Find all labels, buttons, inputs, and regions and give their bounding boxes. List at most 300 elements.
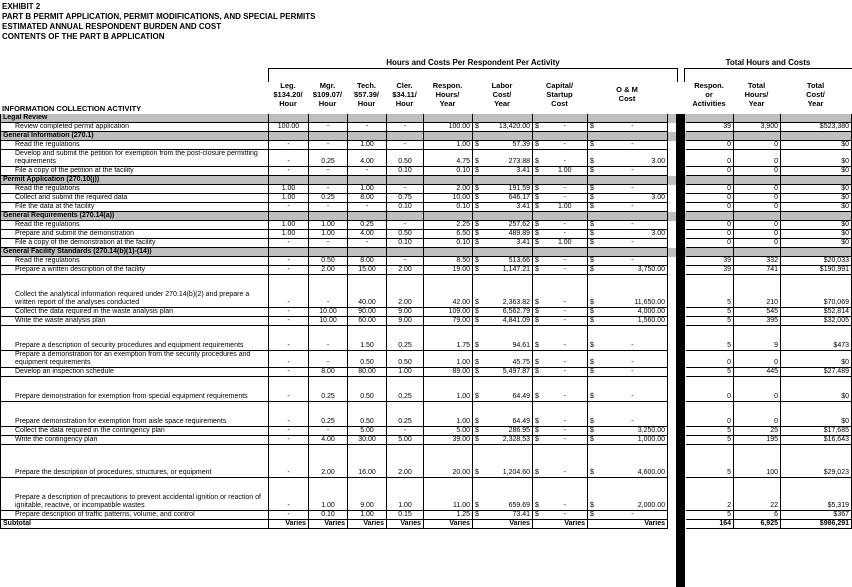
section-cell: [309, 212, 348, 221]
column-divider-bar: [676, 114, 685, 587]
value-cell: 9.00: [348, 478, 387, 511]
value-cell: -: [269, 377, 309, 402]
section-cell: [686, 132, 734, 141]
value-cell: 10.00: [309, 317, 348, 326]
value-cell: -: [309, 427, 348, 436]
dollar-sign: $: [533, 275, 543, 308]
value-cell: 0.10: [309, 511, 348, 520]
dollar-sign: $: [588, 427, 598, 436]
value-cell: $5,319: [781, 478, 852, 511]
value-cell: -: [309, 141, 348, 150]
dollar-sign: $: [588, 185, 598, 194]
group-bracket-left: [268, 68, 269, 82]
activity-label: Prepare demonstration for exemption from aisle space requirements: [1, 402, 269, 427]
value-cell: -: [387, 257, 424, 266]
value-cell: -: [598, 185, 668, 194]
value-cell: 0.25: [387, 402, 424, 427]
value-cell: 0: [734, 402, 781, 427]
value-cell: 1.00: [387, 478, 424, 511]
value-cell: 42.00: [424, 275, 473, 308]
section-label: General Facility Standards (270.14(b)(1)-(14)): [1, 248, 269, 257]
value-cell: 0.15: [387, 511, 424, 520]
section-cell: [686, 176, 734, 185]
value-cell: 1.25: [424, 511, 473, 520]
value-cell: 0.25: [387, 377, 424, 402]
section-cell: [734, 176, 781, 185]
dollar-sign: $: [533, 478, 543, 511]
value-cell: 0: [734, 221, 781, 230]
value-cell: -: [348, 123, 387, 132]
dollar-sign: $: [533, 436, 543, 445]
value-cell: 0.25: [309, 377, 348, 402]
section-cell: [533, 212, 543, 221]
value-cell: 1.00: [424, 141, 473, 150]
dollar-sign: $: [473, 203, 484, 212]
value-cell: -: [387, 427, 424, 436]
value-cell: -: [598, 203, 668, 212]
table-row: [1, 445, 852, 478]
dollar-sign: $: [588, 402, 598, 427]
section-cell: [588, 114, 598, 123]
value-cell: -: [543, 326, 588, 351]
value-cell: 3.41: [484, 167, 533, 176]
value-cell: 94.61: [484, 326, 533, 351]
value-cell: -: [543, 317, 588, 326]
value-cell: 57.39: [484, 141, 533, 150]
value-cell: 3.41: [484, 239, 533, 248]
dollar-sign: $: [533, 221, 543, 230]
dollar-sign: $: [473, 194, 484, 203]
activity-label: File a copy of the demonstration at the facility: [1, 239, 269, 248]
value-cell: 45.75: [484, 351, 533, 368]
dollar-sign: $: [473, 436, 484, 445]
header-line: PART B PERMIT APPLICATION, PERMIT MODIFICATIONS, AND SPECIAL PERMITS: [2, 12, 316, 21]
section-cell: [734, 132, 781, 141]
section-cell: [533, 114, 543, 123]
value-cell: 1.00: [269, 221, 309, 230]
value-cell: -: [269, 478, 309, 511]
dollar-sign: $: [533, 123, 543, 132]
column-header: O & M Cost: [616, 85, 638, 103]
dollar-sign: [588, 520, 598, 529]
value-cell: $0: [781, 221, 852, 230]
activity-label: Prepare the description of procedures, structures, or equipment: [1, 445, 269, 478]
table-row: [1, 141, 852, 150]
section-cell: [348, 212, 387, 221]
value-cell: -: [269, 266, 309, 275]
section-cell: [309, 114, 348, 123]
column-header: Respon. or Activities: [692, 81, 726, 108]
group-header-per-respondent: Hours and Costs Per Respondent Per Activity: [386, 58, 560, 67]
value-cell: 0: [686, 402, 734, 427]
value-cell: 0.25: [348, 221, 387, 230]
value-cell: $523,380: [781, 123, 852, 132]
value-cell: 3.00: [598, 230, 668, 239]
value-cell: 5: [686, 326, 734, 351]
dollar-sign: $: [473, 511, 484, 520]
section-cell: [348, 176, 387, 185]
value-cell: 9.00: [387, 317, 424, 326]
section-cell: [686, 114, 734, 123]
value-cell: 0: [734, 203, 781, 212]
value-cell: -: [543, 141, 588, 150]
value-cell: Varies: [424, 520, 473, 529]
value-cell: -: [543, 185, 588, 194]
value-cell: Varies: [309, 520, 348, 529]
value-cell: 1.00: [543, 203, 588, 212]
value-cell: -: [348, 239, 387, 248]
section-cell: [686, 248, 734, 257]
value-cell: $0: [781, 377, 852, 402]
value-cell: 20.00: [424, 445, 473, 478]
value-cell: 164: [686, 520, 734, 529]
value-cell: -: [598, 221, 668, 230]
section-cell: [387, 132, 424, 141]
dollar-sign: $: [473, 351, 484, 368]
value-cell: -: [598, 511, 668, 520]
value-cell: 0.25: [309, 402, 348, 427]
value-cell: -: [387, 185, 424, 194]
dollar-sign: $: [588, 141, 598, 150]
table-row: [1, 257, 852, 266]
dollar-sign: [473, 520, 484, 529]
section-cell: [387, 248, 424, 257]
section-cell: [781, 176, 852, 185]
section-cell: [473, 248, 484, 257]
value-cell: -: [309, 203, 348, 212]
dollar-sign: $: [473, 308, 484, 317]
section-cell: [387, 114, 424, 123]
value-cell: 0.25: [309, 150, 348, 167]
value-cell: 9.00: [387, 308, 424, 317]
value-cell: 109.00: [424, 308, 473, 317]
value-cell: 2.00: [387, 275, 424, 308]
value-cell: 64.49: [484, 402, 533, 427]
section-cell: [781, 248, 852, 257]
section-cell: [424, 132, 473, 141]
value-cell: 191.59: [484, 185, 533, 194]
section-cell: [734, 114, 781, 123]
value-cell: 1,000.00: [598, 436, 668, 445]
value-cell: -: [387, 141, 424, 150]
value-cell: 8.00: [309, 368, 348, 377]
value-cell: 0: [686, 351, 734, 368]
section-cell: [348, 132, 387, 141]
activity-label: Develop and submit the petition for exemption from the post-closure permitting requirements: [1, 150, 269, 167]
dollar-sign: $: [533, 230, 543, 239]
table-row: [1, 123, 852, 132]
dollar-sign: $: [473, 141, 484, 150]
value-cell: 1.00: [309, 478, 348, 511]
dollar-sign: $: [588, 351, 598, 368]
value-cell: 1.50: [348, 326, 387, 351]
section-row: [1, 114, 852, 123]
value-cell: -: [269, 257, 309, 266]
value-cell: 1,204.60: [484, 445, 533, 478]
activity-label: Prepare description of traffic patterns, volume, and control: [1, 511, 269, 520]
value-cell: 100.00: [424, 123, 473, 132]
value-cell: 11.00: [424, 478, 473, 511]
dollar-sign: $: [588, 150, 598, 167]
value-cell: -: [543, 402, 588, 427]
value-cell: 0.10: [424, 203, 473, 212]
value-cell: $29,023: [781, 445, 852, 478]
value-cell: 445: [734, 368, 781, 377]
section-cell: [348, 248, 387, 257]
section-cell: [309, 248, 348, 257]
section-cell: [543, 114, 588, 123]
value-cell: 4.00: [309, 436, 348, 445]
value-cell: -: [269, 150, 309, 167]
activity-label: Collect and submit the required data: [1, 194, 269, 203]
section-label: General Information (270.1): [1, 132, 269, 141]
value-cell: 9: [734, 326, 781, 351]
value-cell: -: [269, 141, 309, 150]
value-cell: $0: [781, 150, 852, 167]
value-cell: 10.00: [424, 194, 473, 203]
dollar-sign: $: [473, 266, 484, 275]
value-cell: 89.00: [424, 368, 473, 377]
value-cell: 5,497.87: [484, 368, 533, 377]
value-cell: 0.25: [309, 194, 348, 203]
dollar-sign: $: [533, 150, 543, 167]
value-cell: 64.49: [484, 377, 533, 402]
value-cell: $17,685: [781, 427, 852, 436]
section-cell: [543, 248, 588, 257]
value-cell: -: [543, 377, 588, 402]
section-label: General Requirements (270.14(a)): [1, 212, 269, 221]
value-cell: -: [598, 257, 668, 266]
value-cell: 13,420.00: [484, 123, 533, 132]
activity-label: Collect the analytical information required under 270.14(b)(2) and prepare a written report of the analyses conducted: [1, 275, 269, 308]
value-cell: 2.00: [309, 266, 348, 275]
value-cell: 0: [686, 377, 734, 402]
activity-label: Subtotal: [1, 520, 269, 529]
value-cell: 73.41: [484, 511, 533, 520]
value-cell: 5: [686, 317, 734, 326]
value-cell: -: [543, 351, 588, 368]
value-cell: 2,000.00: [598, 478, 668, 511]
value-cell: 5.00: [424, 427, 473, 436]
section-cell: [473, 176, 484, 185]
value-cell: 1.00: [424, 377, 473, 402]
column-header: Cler. $34.11/ Hour: [392, 81, 417, 108]
value-cell: 25: [734, 427, 781, 436]
value-cell: $20,033: [781, 257, 852, 266]
value-cell: 22: [734, 478, 781, 511]
value-cell: $52,814: [781, 308, 852, 317]
section-cell: [484, 248, 533, 257]
section-cell: [348, 114, 387, 123]
section-cell: [588, 176, 598, 185]
dollar-sign: $: [588, 221, 598, 230]
section-cell: [781, 132, 852, 141]
value-cell: 2,328.53: [484, 436, 533, 445]
value-cell: 0.75: [387, 194, 424, 203]
section-cell: [309, 132, 348, 141]
value-cell: 30.00: [348, 436, 387, 445]
value-cell: 659.69: [484, 478, 533, 511]
dollar-sign: $: [473, 317, 484, 326]
table-row: [1, 230, 852, 239]
dollar-sign: $: [473, 402, 484, 427]
section-cell: [269, 176, 309, 185]
dollar-sign: $: [533, 185, 543, 194]
value-cell: 0.10: [424, 239, 473, 248]
value-cell: 1.00: [424, 351, 473, 368]
value-cell: -: [543, 221, 588, 230]
dollar-sign: $: [588, 436, 598, 445]
section-cell: [269, 132, 309, 141]
dollar-sign: $: [473, 185, 484, 194]
table-row: [1, 150, 852, 167]
group-underline-total: [684, 68, 852, 69]
value-cell: -: [387, 221, 424, 230]
value-cell: 5: [686, 427, 734, 436]
column-header: Respon. Hours/ Year: [432, 81, 463, 108]
value-cell: 0.25: [387, 326, 424, 351]
value-cell: -: [269, 445, 309, 478]
value-cell: 3,750.00: [598, 266, 668, 275]
table-row: [1, 194, 852, 203]
value-cell: 5.00: [348, 427, 387, 436]
section-cell: [269, 248, 309, 257]
value-cell: 0: [734, 167, 781, 176]
value-cell: 2.00: [387, 445, 424, 478]
dollar-sign: $: [588, 203, 598, 212]
value-cell: -: [543, 478, 588, 511]
section-cell: [533, 176, 543, 185]
section-cell: [781, 114, 852, 123]
section-cell: [424, 176, 473, 185]
table-row: [1, 203, 852, 212]
value-cell: 39: [686, 266, 734, 275]
value-cell: 39: [686, 123, 734, 132]
burden-table: [0, 114, 852, 529]
value-cell: 1,147.21: [484, 266, 533, 275]
value-cell: $70,069: [781, 275, 852, 308]
value-cell: 0: [734, 230, 781, 239]
activity-label: Read the regulations: [1, 257, 269, 266]
value-cell: 1.00: [269, 185, 309, 194]
value-cell: $367: [781, 511, 852, 520]
table-row: [1, 275, 852, 308]
dollar-sign: $: [533, 308, 543, 317]
value-cell: 1.00: [348, 141, 387, 150]
column-header: Tech. $57.39/ Hour: [353, 81, 380, 108]
group-bracket-total-left: [684, 68, 685, 82]
dollar-sign: $: [473, 368, 484, 377]
table-row: [1, 185, 852, 194]
activity-column-header: INFORMATION COLLECTION ACTIVITY: [2, 104, 142, 113]
table-row: [1, 427, 852, 436]
section-cell: [269, 114, 309, 123]
value-cell: -: [543, 230, 588, 239]
value-cell: -: [543, 194, 588, 203]
value-cell: 332: [734, 257, 781, 266]
value-cell: 741: [734, 266, 781, 275]
value-cell: 395: [734, 317, 781, 326]
value-cell: 1.00: [543, 167, 588, 176]
value-cell: -: [269, 427, 309, 436]
dollar-sign: $: [533, 257, 543, 266]
value-cell: 6,562.79: [484, 308, 533, 317]
value-cell: 2.00: [387, 266, 424, 275]
dollar-sign: $: [473, 221, 484, 230]
section-cell: [484, 114, 533, 123]
section-cell: [734, 212, 781, 221]
value-cell: -: [348, 167, 387, 176]
section-label: Permit Application (270.10(j)): [1, 176, 269, 185]
value-cell: 1.00: [309, 230, 348, 239]
section-cell: [686, 212, 734, 221]
section-row: [1, 132, 852, 141]
value-cell: 1.75: [424, 326, 473, 351]
column-header: Mgr. $109.07/ Hour: [312, 81, 343, 108]
value-cell: 0: [686, 194, 734, 203]
value-cell: $0: [781, 185, 852, 194]
value-cell: 0.50: [387, 230, 424, 239]
value-cell: -: [269, 402, 309, 427]
value-cell: 4.75: [424, 150, 473, 167]
value-cell: -: [348, 203, 387, 212]
activity-label: Prepare a description of security procedures and equipment requirements: [1, 326, 269, 351]
value-cell: -: [309, 239, 348, 248]
value-cell: 2: [686, 478, 734, 511]
section-row: [1, 248, 852, 257]
value-cell: 1.00: [348, 185, 387, 194]
value-cell: -: [309, 275, 348, 308]
value-cell: 1,560.00: [598, 317, 668, 326]
value-cell: 257.62: [484, 221, 533, 230]
value-cell: 5: [686, 436, 734, 445]
value-cell: $0: [781, 402, 852, 427]
value-cell: -: [598, 402, 668, 427]
table-row: [1, 351, 852, 368]
dollar-sign: $: [473, 167, 484, 176]
value-cell: -: [309, 326, 348, 351]
value-cell: 273.88: [484, 150, 533, 167]
value-cell: 0: [686, 150, 734, 167]
section-cell: [598, 114, 668, 123]
dollar-sign: $: [533, 326, 543, 351]
value-cell: 60.00: [348, 317, 387, 326]
table-row: [1, 436, 852, 445]
value-cell: 8.50: [424, 257, 473, 266]
value-cell: 4,600.00: [598, 445, 668, 478]
section-cell: [533, 248, 543, 257]
section-cell: [473, 132, 484, 141]
value-cell: -: [269, 511, 309, 520]
section-cell: [588, 248, 598, 257]
section-cell: [598, 248, 668, 257]
value-cell: 11,650.00: [598, 275, 668, 308]
value-cell: -: [387, 123, 424, 132]
value-cell: 0: [686, 239, 734, 248]
table-row: [1, 402, 852, 427]
dollar-sign: $: [588, 511, 598, 520]
value-cell: 1.00: [348, 511, 387, 520]
activity-label: Review completed permit application: [1, 123, 269, 132]
value-cell: $0: [781, 239, 852, 248]
section-cell: [533, 132, 543, 141]
value-cell: 100: [734, 445, 781, 478]
value-cell: $0: [781, 167, 852, 176]
value-cell: -: [598, 141, 668, 150]
table-row: [1, 317, 852, 326]
value-cell: 0: [686, 185, 734, 194]
section-cell: [543, 132, 588, 141]
